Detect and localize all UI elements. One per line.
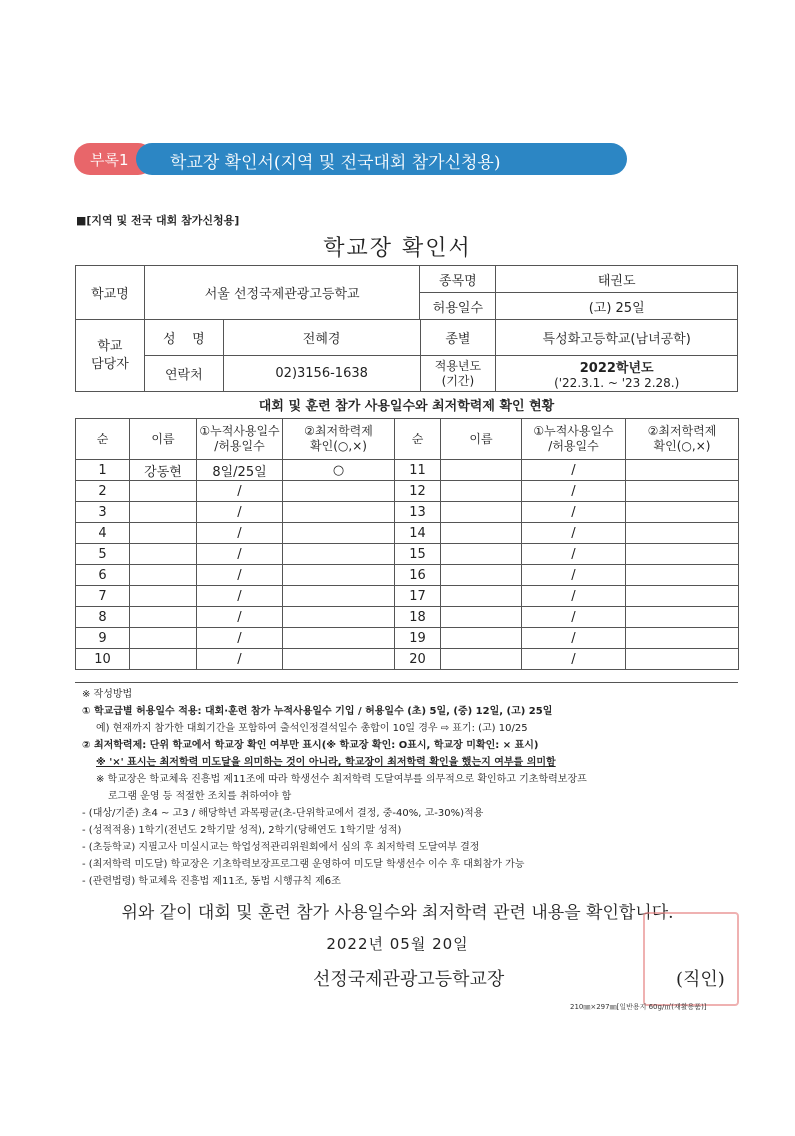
cell-days: / bbox=[197, 523, 283, 544]
cell-no: 12 bbox=[395, 481, 441, 502]
confirmation-text: 위와 같이 대회 및 훈련 참가 사용일수와 최저학력 관련 내용을 확인합니다. bbox=[121, 903, 674, 923]
cell-check bbox=[626, 523, 739, 544]
cell-check bbox=[283, 544, 395, 565]
cell-name bbox=[441, 502, 522, 523]
cell-no: 1 bbox=[76, 460, 130, 481]
cell-check: ○ bbox=[283, 460, 395, 481]
cell-name bbox=[441, 481, 522, 502]
header-days: ①누적사용일수 /허용일수 bbox=[197, 419, 283, 460]
header-check: ②최저학력제 확인(○,×) bbox=[283, 419, 395, 460]
participation-table bbox=[75, 418, 739, 670]
principal-name: 선정국제관광고등학교장 bbox=[313, 969, 505, 990]
cell-name bbox=[441, 586, 522, 607]
cell-no: 20 bbox=[395, 649, 441, 670]
school-label: 학교명 bbox=[76, 266, 145, 320]
name-value: 전혜경 bbox=[223, 320, 420, 356]
cell-days: / bbox=[197, 607, 283, 628]
cell-name bbox=[130, 628, 197, 649]
table-row bbox=[76, 544, 739, 565]
cell-days: / bbox=[197, 586, 283, 607]
cell-days: / bbox=[522, 481, 626, 502]
header-days: ①누적사용일수 /허용일수 bbox=[522, 419, 626, 460]
days-value: (고) 25일 bbox=[496, 293, 738, 320]
cell-days: / bbox=[197, 649, 283, 670]
cell-no: 2 bbox=[76, 481, 130, 502]
detail-5: - (관련법령) 학교체육 진흥법 제11조, 동법 시행규칙 제6조 bbox=[82, 876, 341, 887]
contact-value: 02)3156-1638 bbox=[223, 356, 420, 392]
table-row bbox=[76, 607, 739, 628]
cell-name bbox=[130, 586, 197, 607]
cell-no: 8 bbox=[76, 607, 130, 628]
banner-tag: 부록1 bbox=[90, 151, 129, 169]
paper-spec: 210㎜×297㎜[일반용지 60g/㎡(재활용품)] bbox=[570, 1003, 707, 1011]
notes-heading: ※ 작성방법 bbox=[82, 689, 133, 700]
detail-3: - (초등학교) 지필고사 미실시교는 학업성적관리위원회에서 심의 후 최저학력 도달여부 결정 bbox=[82, 842, 480, 853]
cell-days: / bbox=[522, 628, 626, 649]
header-no: 순 bbox=[76, 419, 130, 460]
cell-check bbox=[283, 628, 395, 649]
cell-check bbox=[626, 460, 739, 481]
divider bbox=[75, 682, 738, 683]
header-name: 이름 bbox=[130, 419, 197, 460]
note-2-b: ※ 학교장은 학교체육 진흥법 제11조에 따라 학생선수 최저학력 도달여부를 의무적으로 확인하고 기초학력보장프 bbox=[96, 774, 587, 785]
section-title: 대회 및 훈련 참가 사용일수와 최저학력제 확인 현황 bbox=[258, 399, 555, 414]
cell-name bbox=[130, 544, 197, 565]
days-label: 허용일수 bbox=[420, 293, 496, 320]
cell-no: 16 bbox=[395, 565, 441, 586]
cell-days: / bbox=[197, 565, 283, 586]
cell-days: / bbox=[197, 481, 283, 502]
school-info-table bbox=[75, 265, 738, 320]
cell-check bbox=[626, 544, 739, 565]
type-value: 특성화고등학교(남녀공학) bbox=[496, 320, 738, 356]
contact-label: 연락처 bbox=[144, 356, 223, 392]
cell-days: / bbox=[522, 586, 626, 607]
year-value: 2022학년도 bbox=[579, 361, 654, 376]
event-value: 태권도 bbox=[496, 266, 738, 293]
header-no: 순 bbox=[395, 419, 441, 460]
cell-no: 4 bbox=[76, 523, 130, 544]
note-1-example: 예) 현재까지 참가한 대회기간을 포함하여 출석인정결석일수 총합이 10일 경우 ⇨ 표기: (고) 10/25 bbox=[96, 723, 528, 734]
cell-days: / bbox=[522, 523, 626, 544]
type-label: 종별 bbox=[420, 320, 496, 356]
header-name: 이름 bbox=[441, 419, 522, 460]
cell-name bbox=[130, 502, 197, 523]
cell-no: 15 bbox=[395, 544, 441, 565]
cell-no: 17 bbox=[395, 586, 441, 607]
year-period: ('22.3.1. ~ '23 2.28.) bbox=[554, 376, 680, 390]
cell-name bbox=[130, 523, 197, 544]
cell-check bbox=[283, 565, 395, 586]
table-row bbox=[76, 649, 739, 670]
cell-check bbox=[626, 502, 739, 523]
cell-name bbox=[441, 649, 522, 670]
cell-no: 14 bbox=[395, 523, 441, 544]
cell-days: / bbox=[522, 502, 626, 523]
cell-no: 19 bbox=[395, 628, 441, 649]
cell-check bbox=[283, 649, 395, 670]
note-2-a: ※ '×' 표시는 최저학력 미도달을 의미하는 것이 아니라, 학교장이 최저학력 확인을 했는지 여부를 의미함 bbox=[96, 757, 556, 768]
cell-days: / bbox=[522, 544, 626, 565]
cell-no: 9 bbox=[76, 628, 130, 649]
cell-check bbox=[283, 502, 395, 523]
cell-days: 8일/25일 bbox=[197, 460, 283, 481]
cell-check bbox=[626, 586, 739, 607]
cell-check bbox=[283, 481, 395, 502]
cell-name: 강동현 bbox=[130, 460, 197, 481]
cell-no: 3 bbox=[76, 502, 130, 523]
header-check: ②최저학력제 확인(○,×) bbox=[626, 419, 739, 460]
note-1: ① 학교급별 허용일수 적용: 대회·훈련 참가 누적사용일수 기입 / 허용일수 (초) 5일, (중) 12일, (고) 25일 bbox=[82, 706, 553, 717]
cell-check bbox=[283, 523, 395, 544]
cell-no: 6 bbox=[76, 565, 130, 586]
official-seal bbox=[643, 912, 739, 1006]
cell-no: 13 bbox=[395, 502, 441, 523]
instructions bbox=[82, 686, 742, 890]
table-header-row bbox=[76, 419, 739, 460]
cell-check bbox=[626, 481, 739, 502]
table-row bbox=[76, 481, 739, 502]
cell-no: 5 bbox=[76, 544, 130, 565]
cell-no: 7 bbox=[76, 586, 130, 607]
banner-title: 학교장 확인서(지역 및 전국대회 참가신청용) bbox=[170, 153, 501, 173]
detail-4: - (최저학력 미도달) 학교장은 기초학력보장프로그램 운영하여 미도달 학생선수 이수 후 대회참가 가능 bbox=[82, 859, 525, 870]
cell-name bbox=[130, 607, 197, 628]
cell-days: / bbox=[197, 628, 283, 649]
cell-no: 10 bbox=[76, 649, 130, 670]
manager-label: 학교 담당자 bbox=[76, 320, 145, 392]
year-label: 적용년도 (기간) bbox=[420, 356, 496, 392]
cell-name bbox=[441, 628, 522, 649]
cell-name bbox=[441, 460, 522, 481]
cell-no: 11 bbox=[395, 460, 441, 481]
table-row bbox=[76, 565, 739, 586]
cell-days: / bbox=[197, 544, 283, 565]
cell-name bbox=[441, 523, 522, 544]
cell-no: 18 bbox=[395, 607, 441, 628]
table-row bbox=[76, 460, 739, 481]
cell-name bbox=[441, 565, 522, 586]
note-2-b-cont: 로그램 운영 등 적절한 조치를 취하여야 함 bbox=[108, 791, 292, 802]
school-value: 서울 선정국제관광고등학교 bbox=[144, 266, 420, 320]
cell-days: / bbox=[522, 649, 626, 670]
cell-days: / bbox=[522, 460, 626, 481]
cell-check bbox=[626, 649, 739, 670]
cell-name bbox=[441, 544, 522, 565]
seal-label: (직인) bbox=[676, 969, 725, 990]
issue-date: 2022년 05월 20일 bbox=[326, 935, 469, 953]
cell-check bbox=[283, 607, 395, 628]
appendix-banner bbox=[74, 143, 627, 175]
table-row bbox=[76, 586, 739, 607]
table-row bbox=[76, 628, 739, 649]
detail-2: - (성적적용) 1학기(전년도 2학기말 성적), 2학기(당해연도 1학기말 성적) bbox=[82, 825, 402, 836]
name-label: 성 명 bbox=[144, 320, 223, 356]
cell-check bbox=[626, 607, 739, 628]
cell-check bbox=[626, 565, 739, 586]
cell-days: / bbox=[197, 502, 283, 523]
event-label: 종목명 bbox=[420, 266, 496, 293]
cell-check bbox=[626, 628, 739, 649]
cell-name bbox=[130, 481, 197, 502]
detail-1: - (대상/기준) 초4 ~ 고3 / 해당학년 과목평균(초-단위학교에서 결정, 중-40%, 고-30%)적용 bbox=[82, 808, 484, 819]
doc-subtitle: ■[지역 및 전국 대회 참가신청용] bbox=[76, 214, 240, 227]
table-row bbox=[76, 502, 739, 523]
cell-name bbox=[441, 607, 522, 628]
table-row bbox=[76, 523, 739, 544]
cell-check bbox=[283, 586, 395, 607]
manager-info-table bbox=[75, 319, 738, 392]
year-cell bbox=[496, 356, 738, 392]
note-2: ② 최저학력제: 단위 학교에서 학교장 확인 여부만 표시(※ 학교장 확인: O표시, 학교장 미확인: × 표시) bbox=[82, 740, 539, 751]
cell-name bbox=[130, 565, 197, 586]
cell-days: / bbox=[522, 607, 626, 628]
cell-days: / bbox=[522, 565, 626, 586]
doc-title: 학교장 확인서 bbox=[323, 236, 472, 261]
cell-name bbox=[130, 649, 197, 670]
